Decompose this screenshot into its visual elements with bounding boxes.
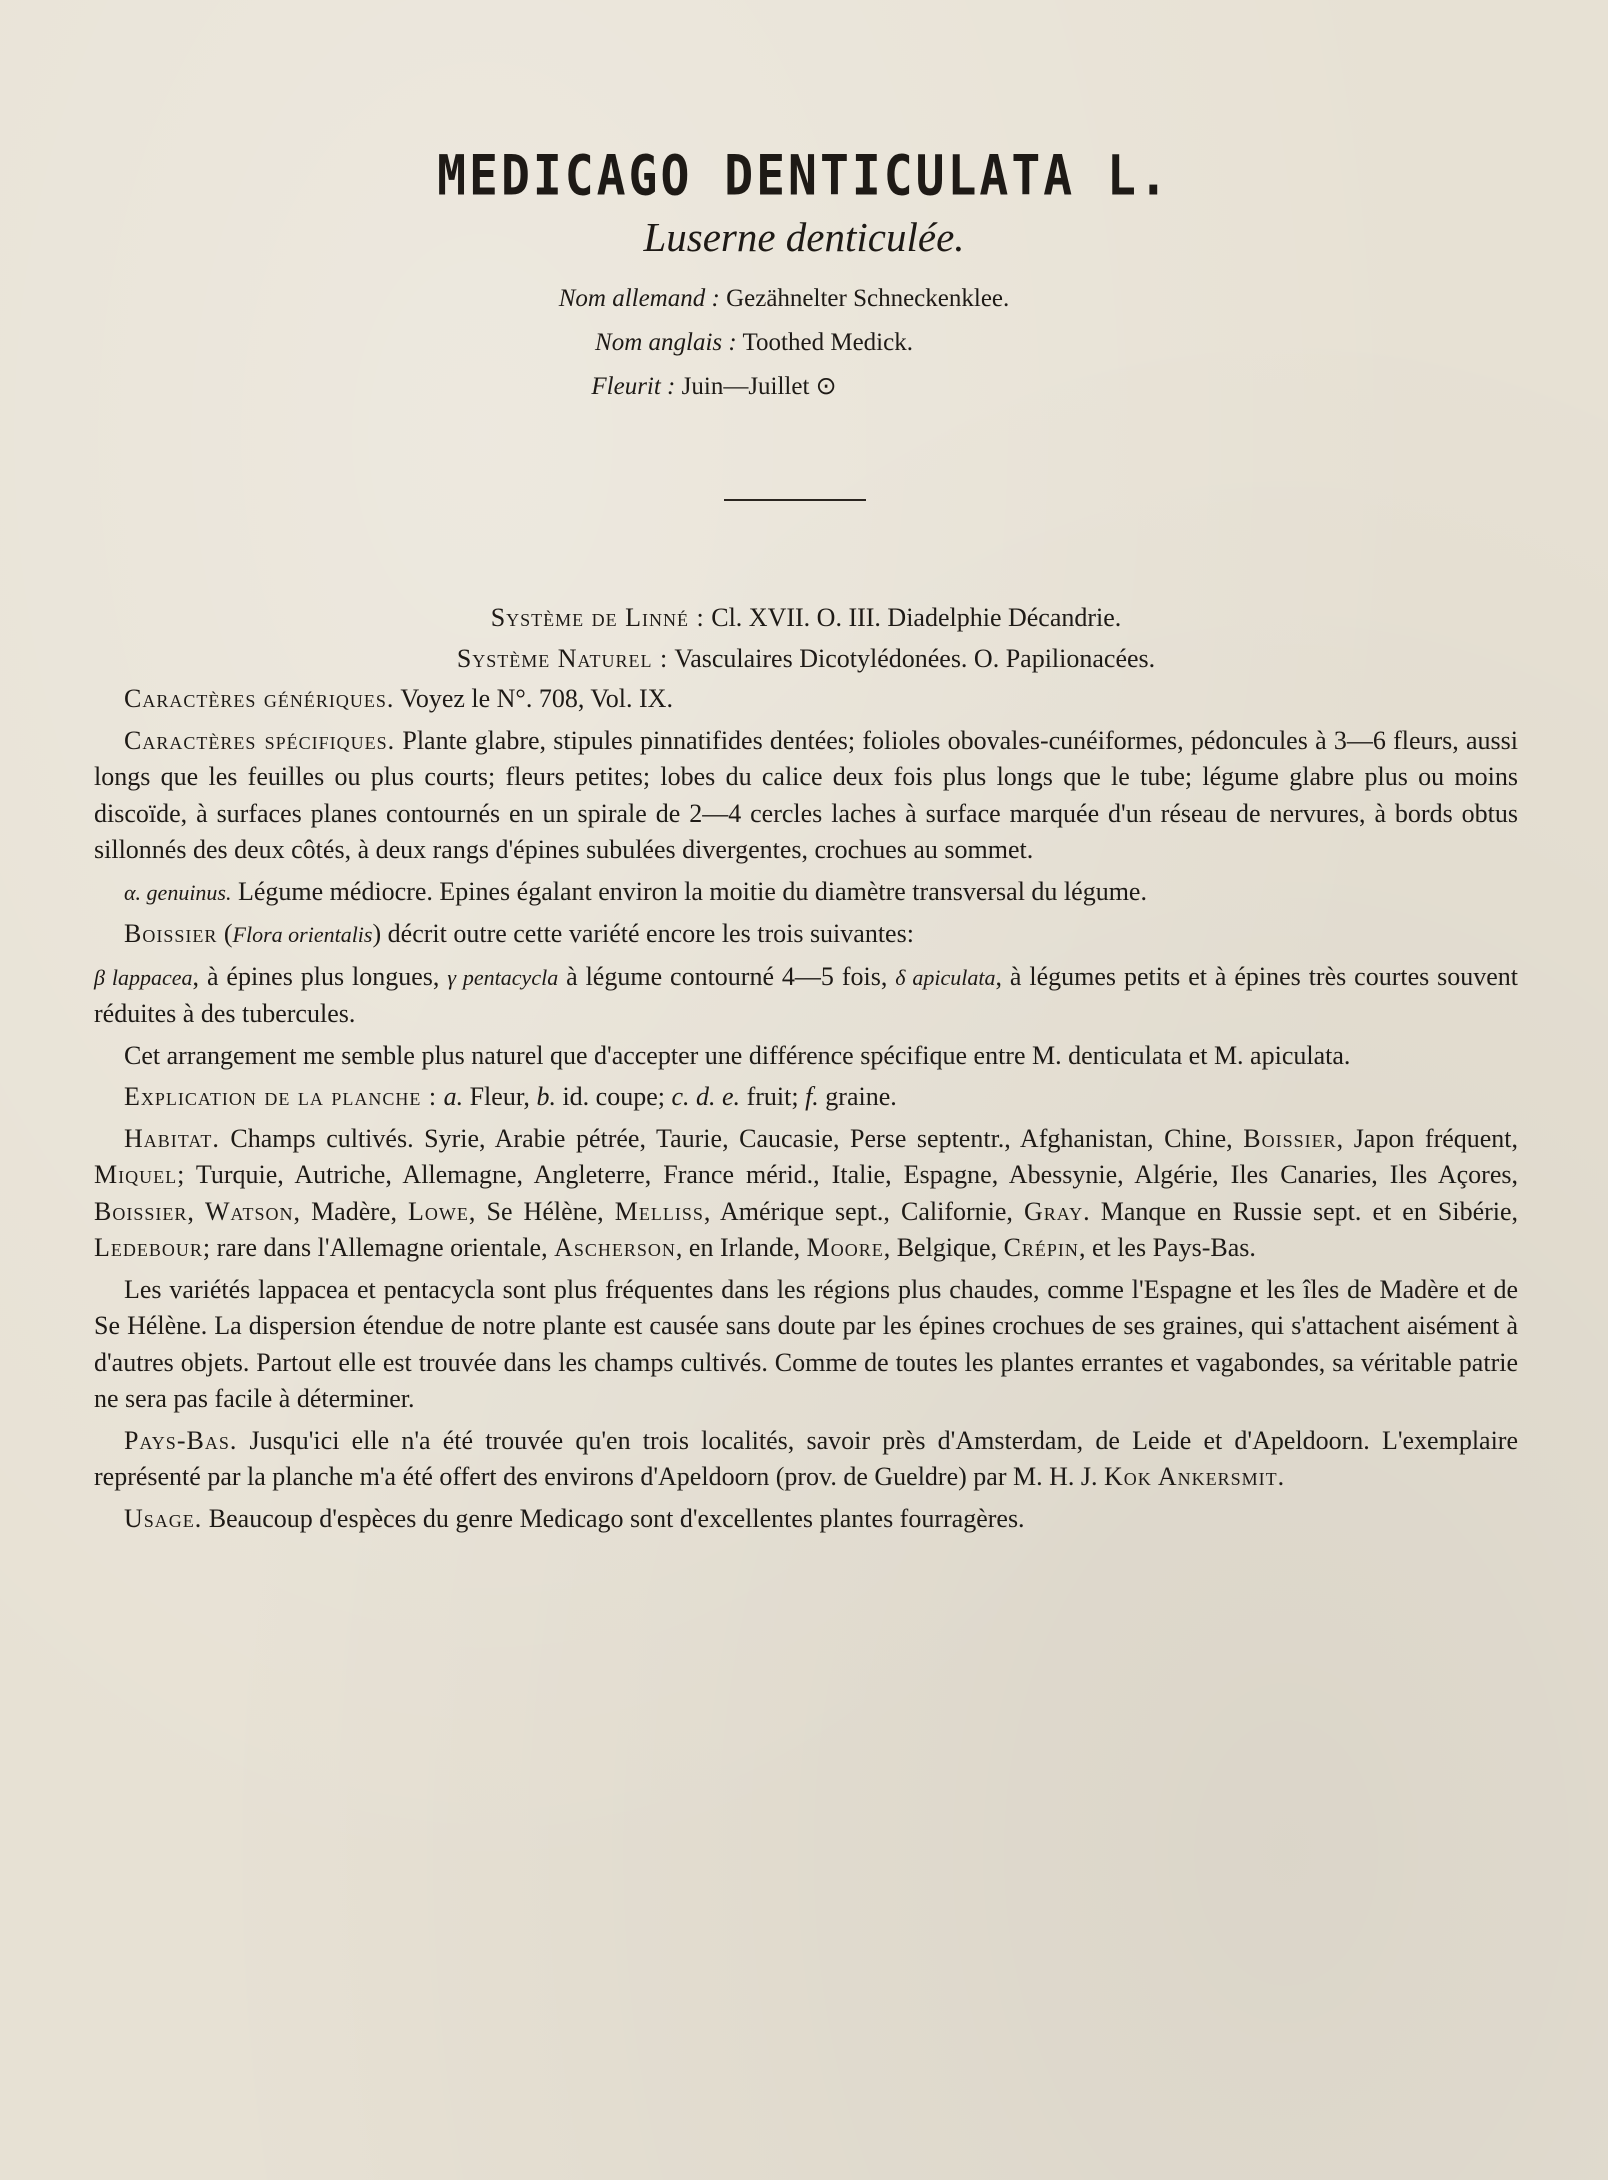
caracteres-specifiques-text: Plante glabre, stipules pinnatifides dentées; folioles obovales-cunéiformes, pédoncules à 3—6 fleurs, aussi longs que les feuilles ou plus courts; fleurs petites; lobes du calice deux fois plus longs que le tube; légume glabre plus ou moins discoïde, à surfaces planes contournés en un spirale de 2—4 cercles laches à surface marquée d'un réseau de nervures, à bords obtus sillonnés des deux côtés, à deux rangs d'épines subulées divergentes, crochues au sommet. <box>94 725 1519 864</box>
boissier-paragraph <box>94 916 1518 954</box>
caracteres-specifiques <box>94 723 1518 869</box>
explication-b: b. <box>536 1082 556 1111</box>
variete-gamma-label: γ pentacycla <box>447 964 559 990</box>
habitat-name-miquel: Miquel <box>94 1160 178 1189</box>
boissier-ref: Flora orientalis <box>232 922 373 947</box>
habitat <box>94 1121 1518 1267</box>
habitat-t10: , en Irlande, <box>675 1233 801 1262</box>
habitat-t9: ; rare dans l'Allemagne orientale, <box>202 1233 548 1262</box>
habitat-name-watson: Watson <box>204 1196 294 1226</box>
arrangement: Cet arrangement me semble plus naturel que d'accepter une différence spécifique entre M. denticulata et M. apiculata. <box>124 1040 1351 1070</box>
flowering-value: Juin—Juillet ⊙ <box>681 373 837 400</box>
name-english-value: Toothed Medick. <box>742 329 913 356</box>
habitat-name-melliss: Melliss <box>614 1196 704 1226</box>
habitat-t3: ; Turquie, Autriche, Allemagne, Angleterre, France mérid., Italie, Espagne, Abessynie, Algérie, Iles Canaries, Iles Açores, <box>177 1160 1518 1189</box>
caracteres-generiques <box>94 681 1518 718</box>
habitat-name-crepin: Crépin <box>1003 1233 1079 1262</box>
caracteres-generiques-label: Caractères génériques. <box>124 684 395 713</box>
habitat-t1: Champs cultivés. Syrie, Arabie pétrée, Taurie, Caucasie, Perse septentr., Afghanistan, Chine, <box>230 1123 1233 1153</box>
page-subtitle: Luserne denticulée. <box>643 214 965 260</box>
explication-cde: c. d. e. <box>671 1082 741 1111</box>
genuinus-label: α. genuinus. <box>124 879 232 905</box>
variete-gamma-text: à légume contourné 4—5 fois, <box>566 961 888 991</box>
boissier-text: décrit outre cette variété encore les trois suivantes: <box>387 919 914 948</box>
boissier-close: ) <box>372 919 382 948</box>
habitat-name-moore: Moore <box>806 1233 884 1262</box>
varietes-chaudes: Les variétés lappacea et pentacycla sont plus fréquentes dans les régions plus chaudes, comme l'Espagne et les îles de Madère et de Se Hélène. La dispersion étendue de notre plante est causée sans doute par les épines crochues de ses graines, qui s'attachent aisément à d'autres objets. Partout elle est trouvée dans les champs cultivés. Comme de toutes les plantes errantes et vagabondes, sa véritable patrie ne sera pas facile à déterminer. <box>94 1274 1518 1413</box>
name-german <box>0 277 1608 321</box>
page-title: MEDICAGO DENTICULATA L. <box>437 143 1171 209</box>
genuinus <box>94 874 1518 912</box>
habitat-name-lowe: Lowe <box>408 1196 469 1226</box>
genuinus-text: Légume médiocre. Epines égalant environ la moitie du diamètre transversal du légume. <box>238 876 1147 906</box>
habitat-t5: , Madère, <box>293 1196 397 1226</box>
explication <box>94 1079 1518 1116</box>
name-german-value: Gezähnelter Schneckenklee. <box>726 285 1010 312</box>
systeme-naturel <box>94 641 1518 678</box>
explication-a-text: Fleur, <box>469 1082 530 1111</box>
flowering <box>0 365 1608 409</box>
pays-bas-text: Jusqu'ici elle n'a été trouvée qu'en trois localités, savoir près d'Amsterdam, de Leide et d'Apeldoorn. L'exemplaire représenté par la planche m'a été offert des environs d'Apeldoorn (prov. de Gueldre) par M. H. J. <box>94 1425 1519 1491</box>
name-english-label: Nom anglais : <box>595 329 737 356</box>
habitat-t8: . Manque en Russie sept. et en Sibérie, <box>1083 1196 1519 1226</box>
divider <box>724 499 866 501</box>
name-english <box>0 321 1608 365</box>
habitat-t11: , Belgique, <box>883 1233 998 1262</box>
explication-b-text: id. coupe; <box>562 1082 665 1111</box>
caracteres-generiques-text: Voyez le N°. 708, Vol. IX. <box>400 684 673 713</box>
name-german-label: Nom allemand : <box>558 285 720 312</box>
boissier-label: Boissier <box>124 919 218 948</box>
habitat-t4: , <box>187 1196 194 1226</box>
explication-a: a. <box>443 1082 464 1111</box>
habitat-name-gray: Gray <box>1024 1196 1084 1226</box>
boissier-open: ( <box>223 919 233 948</box>
variete-delta-label: δ apiculata <box>895 964 996 990</box>
systeme-naturel-text: Vasculaires Dicotylédonées. O. Papilionacées. <box>674 643 1156 673</box>
systeme-naturel-label: Système Naturel : <box>456 643 669 673</box>
variete-beta-text: , à épines plus longues, <box>192 961 440 991</box>
caracteres-specifiques-label: Caractères spécifiques. <box>124 725 396 755</box>
flowering-label: Fleurit : <box>591 373 676 400</box>
habitat-t12: , et les Pays-Bas. <box>1078 1233 1256 1262</box>
pays-bas <box>94 1423 1518 1496</box>
habitat-name-ledebour: Ledebour <box>94 1233 203 1262</box>
habitat-t7: , Amérique sept., Californie, <box>703 1196 1013 1226</box>
systeme-linne-text: Cl. XVII. O. III. Diadelphie Décandrie. <box>711 603 1122 632</box>
explication-cde-text: fruit; <box>746 1082 799 1111</box>
varietes <box>94 959 1518 1033</box>
variete-delta-text: , à légumes petits et à épines très courtes souvent réduites à des tubercules. <box>94 961 1519 1028</box>
habitat-name-boissier: Boissier <box>1243 1123 1337 1153</box>
pays-bas-name: Kok Ankersmit <box>1104 1462 1278 1491</box>
variete-beta-label: β lappacea <box>94 964 193 990</box>
usage <box>94 1501 1518 1538</box>
systeme-linne <box>94 600 1518 637</box>
pays-bas-end: . <box>1277 1462 1285 1491</box>
systeme-linne-label: Système de Linné : <box>490 603 705 632</box>
habitat-name-ascherson: Ascherson <box>554 1233 676 1262</box>
header <box>0 145 1608 409</box>
habitat-label: Habitat. <box>124 1123 220 1153</box>
explication-f-text: graine. <box>825 1082 897 1111</box>
pays-bas-label: Pays-Bas. <box>124 1425 238 1455</box>
main-text <box>94 600 1518 1542</box>
usage-label: Usage. <box>124 1503 203 1533</box>
usage-text: Beaucoup d'espèces du genre Medicago sont d'excellentes plantes fourragères. <box>208 1503 1025 1533</box>
explication-label: Explication de la planche : <box>124 1082 438 1111</box>
habitat-t2: , Japon fréquent, <box>1336 1123 1519 1153</box>
habitat-t6: , Se Hélène, <box>468 1196 604 1226</box>
explication-f: f. <box>805 1082 819 1111</box>
habitat-name-boissier-2: Boissier <box>94 1196 188 1226</box>
